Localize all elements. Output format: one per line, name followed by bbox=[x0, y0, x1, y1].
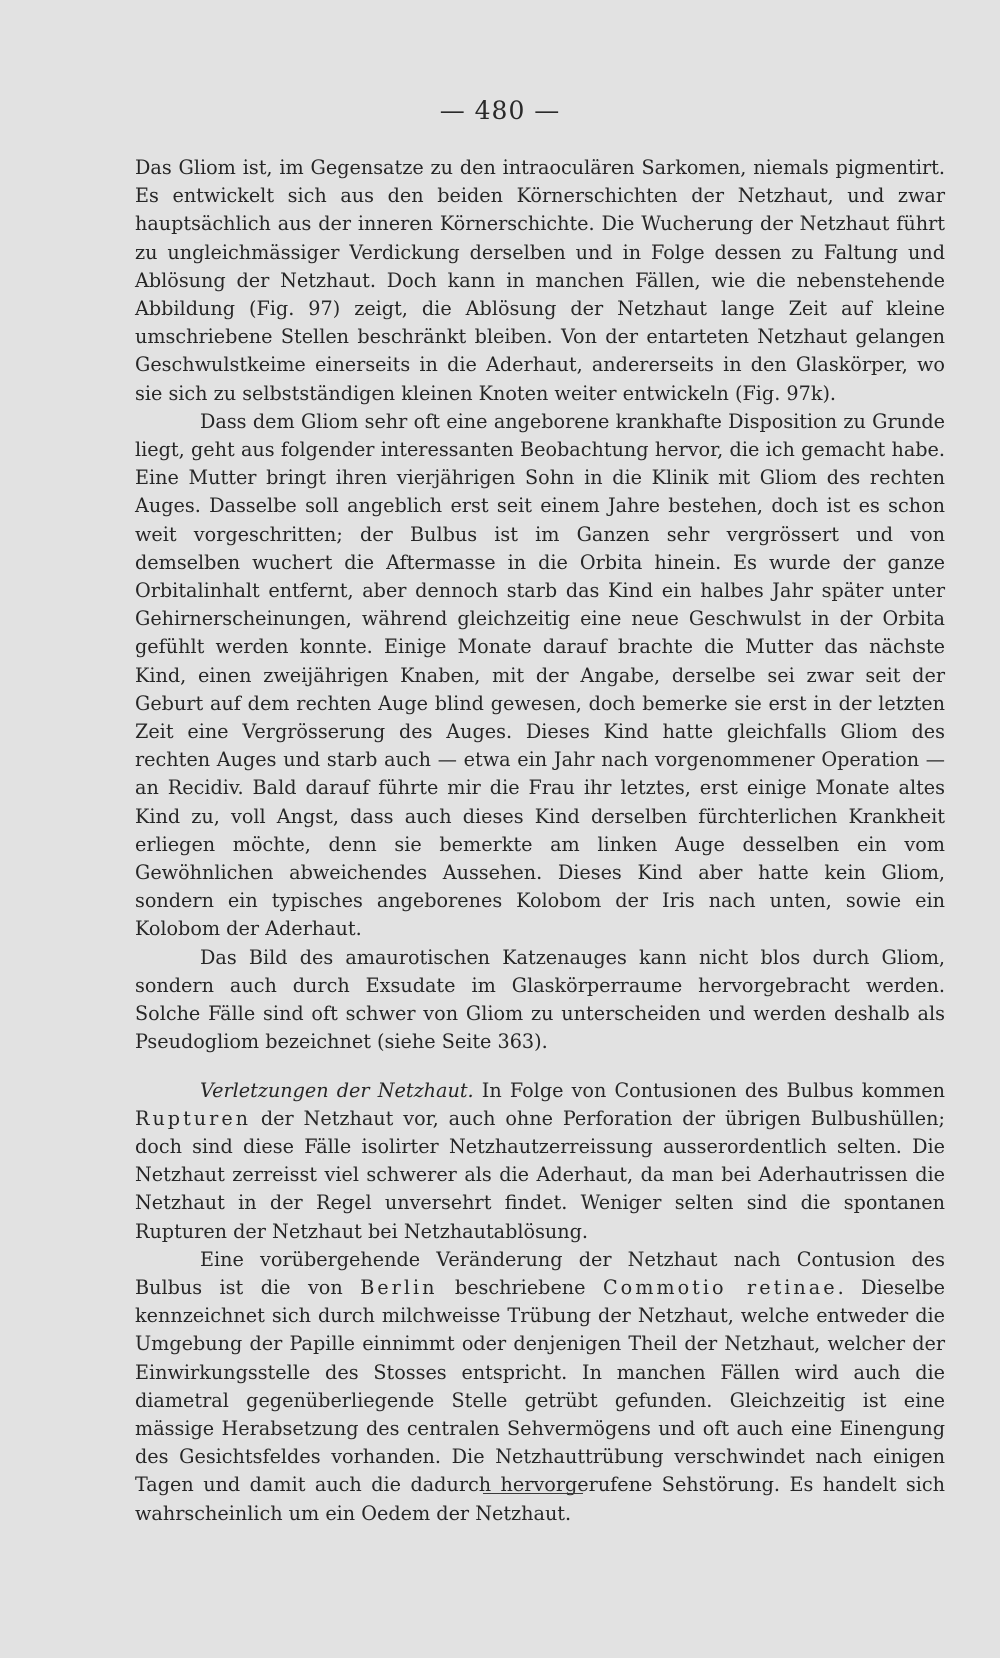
paragraph-gliom-description: Das Gliom ist, im Gegensatze zu den intraoculären Sarkomen, niemals pigmentirt. Es entwickelt sich aus den beiden Körnerschichten der Netzhaut, und zwar hauptsächlich aus der inneren Körnerschichte. Die Wucherung der Netzhaut führt zu ungleichmässiger Verdickung derselben und in Folge dessen zu Faltung und Ablösung der Netzhaut. Doch kann in manchen Fällen, wie die nebenstehende Abbildung (Fig. 97) zeigt, die Ablösung der Netzhaut lange Zeit auf kleine umschriebene Stellen beschränkt bleiben. Von der entarteten Netzhaut gelangen Geschwulstkeime einerseits in die Aderhaut, andererseits in den Glaskörper, wo sie sich zu selbstständigen kleinen Knoten weiter entwickeln (Fig. 97k). bbox=[135, 156, 945, 405]
paragraph-commotio bbox=[135, 1246, 945, 1528]
paragraph-pseudogliom: Das Bild des amaurotischen Katzenauges kann nicht blos durch Gliom, sondern auch durch Exsudate im Glaskörperraume hervorgebracht werden. Solche Fälle sind oft schwer von Gliom zu unterscheiden und werden deshalb als Pseudogliom bezeichnet (siehe Seite 363). bbox=[135, 945, 945, 1054]
term-commotio-retinae: Commotio retinae bbox=[603, 1275, 838, 1299]
text-segment: beschriebene bbox=[437, 1275, 603, 1299]
author-berlin: Berlin bbox=[360, 1275, 438, 1299]
page-number: — 480 — bbox=[439, 96, 561, 125]
paragraph-gliom-case: Dass dem Gliom sehr oft eine angeborene krankhafte Disposition zu Grunde liegt, geht aus folgender interessanten Beobachtung hervor, die ich gemacht habe. Eine Mutter bringt ihren vierjährigen Sohn in die Klinik mit Gliom des rechten Auges. Dasselbe soll angeblich erst seit einem Jahre bestehen, doch ist es schon weit vorgeschritten; der Bulbus ist im Ganzen sehr vergrössert und von demselben wuchert die Aftermasse in die Orbita hinein. Es wurde der ganze Orbitalinhalt entfernt, aber dennoch starb das Kind ein halbes Jahr später unter Gehirnerscheinungen, während gleichzeitig eine neue Geschwulst in der Orbita gefühlt werden konnte. Einige Monate darauf brachte die Mutter das nächste Kind, einen zweijährigen Knaben, mit der Angabe, derselbe sei zwar seit der Geburt auf dem rechten Auge blind gewesen, doch bemerke sie erst in der letzten Zeit eine Vergrösserung des Auges. Dieses Kind hatte gleichfalls Gliom des rechten Auges und starb auch — etwa ein Jahr nach vorgenommener Operation — an Recidiv. Bald darauf führte mir die Frau ihr letztes, erst einige Monate altes Kind zu, voll Angst, dass auch dieses Kind derselben fürchterlichen Krankheit erliegen möchte, denn sie bemerkte am linken Auge desselben ein vom Gewöhnlichen abweichendes Aussehen. Dieses Kind aber hatte kein Gliom, sondern ein typisches angeborenes Kolobom der Iris nach unten, sowie ein Kolobom der Aderhaut. bbox=[135, 409, 945, 941]
text-segment: In Folge von Contusionen des Bulbus kommen bbox=[473, 1078, 945, 1102]
section-heading-injuries: Verletzungen der Netzhaut. bbox=[200, 1078, 474, 1102]
paragraph-injuries bbox=[135, 1077, 945, 1246]
text-segment: Eine vorübergehende Veränderung der Netzhaut nach Contusion des Bulbus ist die von bbox=[135, 1247, 945, 1299]
term-rupturen: Rupturen bbox=[135, 1106, 252, 1130]
text-segment: . Dieselbe kennzeichnet sich durch milchweisse Trübung der Netzhaut, welche entweder die Umgebung der Papille einnimmt oder denjenigen Theil der Netzhaut, welcher der Einwirkungsstelle des Stosses entspricht. In manchen Fällen wird auch die diametral gegenüberliegende Stelle getrübt gefunden. Gleichzeitig ist eine mässige Herabsetzung des centralen Sehvermögens und oft auch eine Einengung des Gesichtsfeldes vorhanden. Die Netzhauttrübung verschwindet nach einigen Tagen und damit auch die dadurch hervorgerufene Sehstörung. Es handelt sich wahrscheinlich um ein Oedem der Netzhaut. bbox=[135, 1275, 945, 1525]
section-end-rule bbox=[483, 1493, 583, 1494]
body-text bbox=[135, 154, 945, 1528]
text-segment: der Netzhaut vor, auch ohne Perforation der übrigen Bulbushüllen; doch sind diese Fälle isolirter Netzhautzerreissung ausserordentlich selten. Die Netzhaut zerreisst viel schwerer als die Aderhaut, da man bei Aderhautrissen die Netzhaut in der Regel unversehrt findet. Weniger selten sind die spontanen Rupturen der Netzhaut bei Netzhautablösung. bbox=[135, 1106, 945, 1243]
